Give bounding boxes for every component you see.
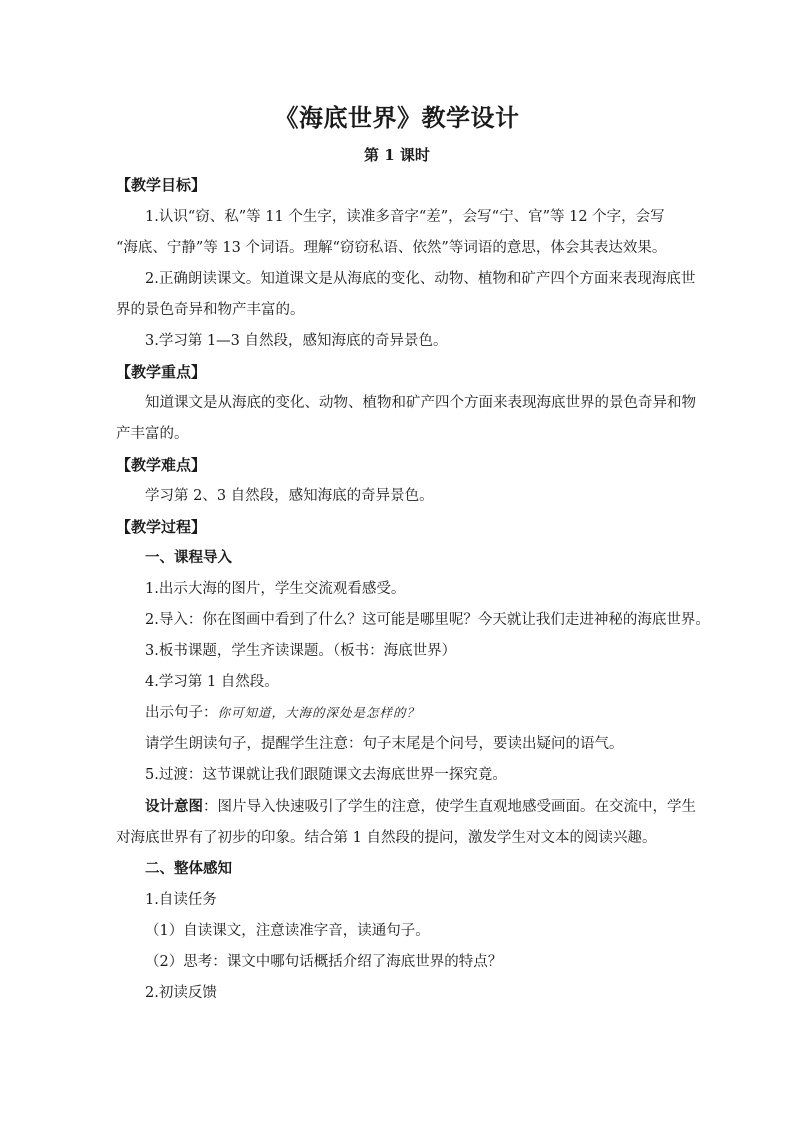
process-heading: 【教学过程】 — [116, 518, 207, 536]
design-intent-text: ：图片导入快速吸引了学生的注意，使学生直观地感受画面。在交流中，学生 — [203, 799, 696, 815]
sentence-label: 出示句子： — [145, 705, 218, 721]
goal1-line1: 1.认识“窃、私”等 11 个生字，读准多音字“差”，会写“宁、官”等 12 个字，会写 — [145, 209, 665, 225]
key-line2: 产丰富的。 — [116, 426, 189, 442]
part2-item-1: 1.自读任务 — [145, 892, 217, 908]
goals-heading: 【教学目标】 — [116, 176, 207, 194]
difficulty-text: 学习第 2、3 自然段，感知海底的奇异景色。 — [145, 488, 434, 504]
part2-item-1b: （2）思考：课文中哪句话概括介绍了海底世界的特点？ — [145, 954, 503, 970]
design-intent-line2: 对海底世界有了初步的印象。结合第 1 自然段的提问，激发学生对文本的阅读兴趣。 — [116, 830, 657, 846]
part2-heading: 二、整体感知 — [145, 860, 232, 877]
process-item-2: 2.导入：你在图画中看到了什么？这可能是哪里呢？今天就让我们走进神秘的海底世界。 — [145, 612, 710, 628]
goal2-line2: 界的景色奇异和物产丰富的。 — [116, 302, 305, 318]
goal2-line1: 2.正确朗读课文。知道课文是从海底的变化、动物、植物和矿产四个方面来表现海底世 — [145, 271, 696, 287]
goal1-line2: “海底、宁静”等 13 个词语。理解“窃窃私语、依然”等词语的意思，体会其表达效果。 — [116, 240, 667, 256]
design-intent-label: 设计意图 — [145, 798, 203, 815]
process-item-1: 1.出示大海的图片，学生交流观看感受。 — [145, 581, 406, 597]
goal3: 3.学习第 1—3 自然段，感知海底的奇异景色。 — [145, 333, 448, 349]
read-instruction: 请学生朗读句子，提醒学生注意：句子末尾是个问号，要读出疑问的语气。 — [145, 736, 624, 752]
process-item-5: 5.过渡：这节课就让我们跟随课文去海底世界一探究竟。 — [145, 767, 507, 783]
difficulty-heading: 【教学难点】 — [116, 456, 207, 474]
process-item-3: 3.板书课题，学生齐读课题。（板书：海底世界） — [145, 643, 457, 659]
part2-item-1a: （1）自读课文，注意读准字音，读通句子。 — [145, 923, 430, 939]
sentence-text: 你可知道，大海的深处是怎样的？ — [217, 705, 421, 720]
design-intent-line1 — [145, 796, 745, 818]
lesson-subtitle: 第 1 课时 — [364, 146, 430, 164]
key-line1: 知道课文是从海底的变化、动物、植物和矿产四个方面来表现海底世界的景色奇异和物 — [145, 395, 696, 411]
part1-heading: 一、课程导入 — [145, 549, 232, 566]
process-item-4: 4.学习第 1 自然段。 — [145, 674, 279, 690]
key-heading: 【教学重点】 — [116, 363, 207, 381]
sentence-line — [145, 702, 745, 724]
part2-item-2: 2.初读反馈 — [145, 985, 217, 1001]
document-title: 《海底世界》教学设计 — [274, 103, 520, 132]
